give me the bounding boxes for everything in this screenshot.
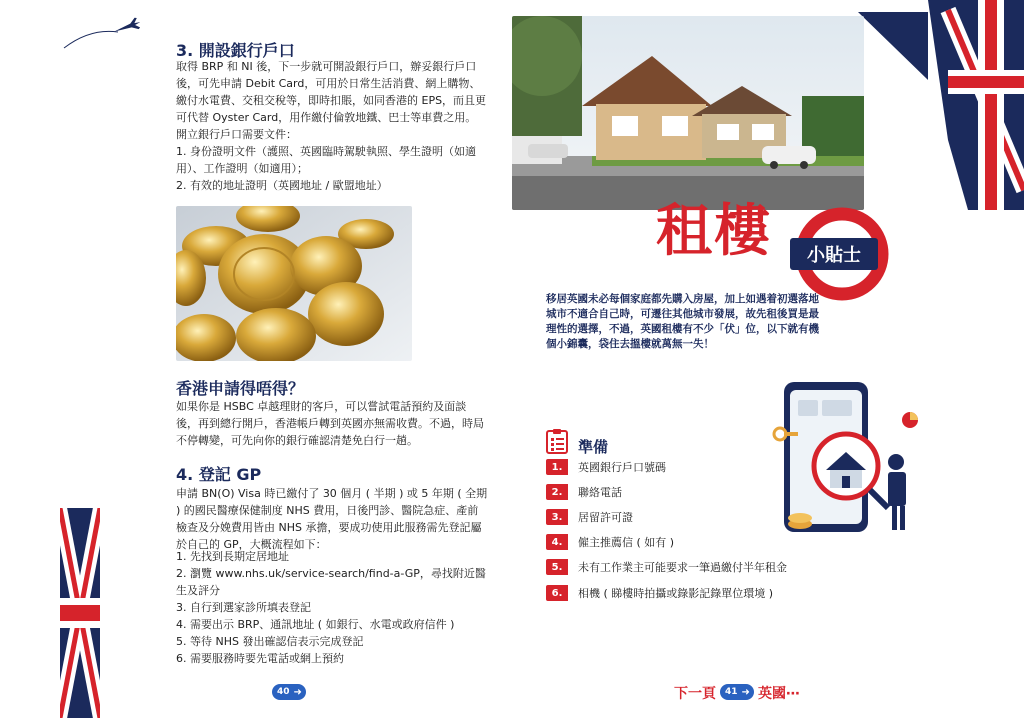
section-3-title: 3. 開設銀行戶口 (176, 41, 295, 60)
item-number: 6. (546, 585, 568, 601)
list-item: 4. 需要出示 BRP、通訊地址 ( 如銀行、水電或政府信件 ) (176, 618, 455, 631)
page-number-right (720, 684, 754, 700)
item-text: 聯絡電話 (578, 486, 622, 499)
houses-street-photo (512, 16, 864, 210)
item-number: 2. (546, 484, 568, 500)
list-item: 2. 瀏覽 www.nhs.uk/service-search/find-a-GP，尋找附近醫生及評分 (176, 567, 486, 597)
page-number-left (272, 684, 306, 700)
list-item (546, 533, 674, 551)
list-item (546, 483, 622, 501)
page-number-text: 41 (725, 687, 738, 697)
renting-title: 租樓 (656, 199, 772, 264)
list-item: 3. 自行到選家診所填表登記 (176, 601, 311, 614)
section-4-paragraph: 申請 BN(O) Visa 時已繳付了 30 個月 ( 半期 ) 或 5 年期 ( 全期 ) 的國民醫療保健制度 NHS 費用，日後門診、醫院急症、產前檢查及分娩費用皆由 NHS 承擔，要成功使用此服務需先登記屬於自己的 GP，大概流程如下： (176, 487, 488, 551)
next-page-label: 下一頁 (674, 686, 716, 702)
item-number: 5. (546, 559, 568, 575)
gold-coins-photo (176, 206, 412, 361)
list-item: 6. 需要服務時要先電話或網上預約 (176, 652, 344, 665)
house-search-illustration (760, 380, 920, 536)
page-number-text: 40 (277, 687, 290, 697)
tips-badge: 小貼士 (790, 238, 878, 270)
next-topic-label: 英國⋯ (758, 686, 800, 702)
list-item: 2. 有效的地址證明（英國地址 / 歐盟地址） (176, 179, 388, 192)
item-text: 相機 ( 睇樓時拍攝或錄影記錄單位環境 ) (578, 587, 774, 600)
renting-intro: 移居英國未必每個家庭都先購入房屋，加上如遇着初選落地城市不適合自己時，可遷往其他城市發展，故先租後買是最理性的選擇，不過，英國租樓有不少「伏」位，以下就有機個小錦囊，袋住去搵樓就萬無一失！ (546, 293, 819, 350)
list-item: 1. 先找到長期定居地址 (176, 550, 289, 563)
section-4-title: 4. 登記 GP (176, 465, 262, 484)
section-3-paragraph: 取得 BRP 和 NI 後，下一步就可開設銀行戶口，辦妥銀行戶口後，可先申請 Debit Card，可用於日常生活消費、網上購物、繳付水電費、交租交稅等，即時扣賬，如同香港的 EPS，而且更可代替 Oyster Card，用作繳付倫敦地鐵、巴士等車費之用。 (176, 60, 487, 124)
item-text: 未有工作業主可能要求一筆過繳付半年租金 (578, 561, 787, 574)
section-3-requirements-intro: 開立銀行戶口需要文件： (176, 128, 297, 141)
item-number: 1. (546, 459, 568, 475)
list-item (546, 558, 787, 576)
right-arrow-icon: ➜ (741, 686, 750, 698)
right-arrow-icon: ➜ (293, 686, 302, 698)
hk-application-title: 香港申請得唔得？ (176, 379, 305, 398)
airplane-icon (60, 14, 140, 54)
item-text: 僱主推薦信 ( 如有 ) (578, 536, 675, 549)
list-item (546, 508, 633, 526)
union-jack-corner-right (858, 0, 1024, 210)
section-4-steps-list (176, 548, 488, 667)
item-number: 3. (546, 509, 568, 525)
list-item (546, 584, 773, 602)
list-item: 1. 身份證明文件（護照、英國臨時駕駛執照、學生證明（如適用）、工作證明（如適用）； (176, 145, 476, 175)
list-item (546, 458, 666, 476)
item-number: 4. (546, 534, 568, 550)
item-text: 英國銀行戶口號碼 (578, 461, 666, 474)
item-text: 居留許可證 (578, 511, 633, 524)
list-item: 5. 等待 NHS 發出確認信表示完成登記 (176, 635, 364, 648)
section-3-requirements-list (176, 143, 488, 194)
preparation-title: 準備 (578, 438, 609, 456)
checklist-icon (546, 428, 568, 454)
union-jack-strip-left (60, 508, 100, 718)
hk-application-paragraph: 如果你是 HSBC 卓越理財的客戶，可以嘗試電話預約及面談後，再到總行開戶，香港帳戶轉到英國亦無需收費。不過，時局不停轉變，可先向你的銀行確認清楚免白行一趟。 (176, 400, 484, 447)
